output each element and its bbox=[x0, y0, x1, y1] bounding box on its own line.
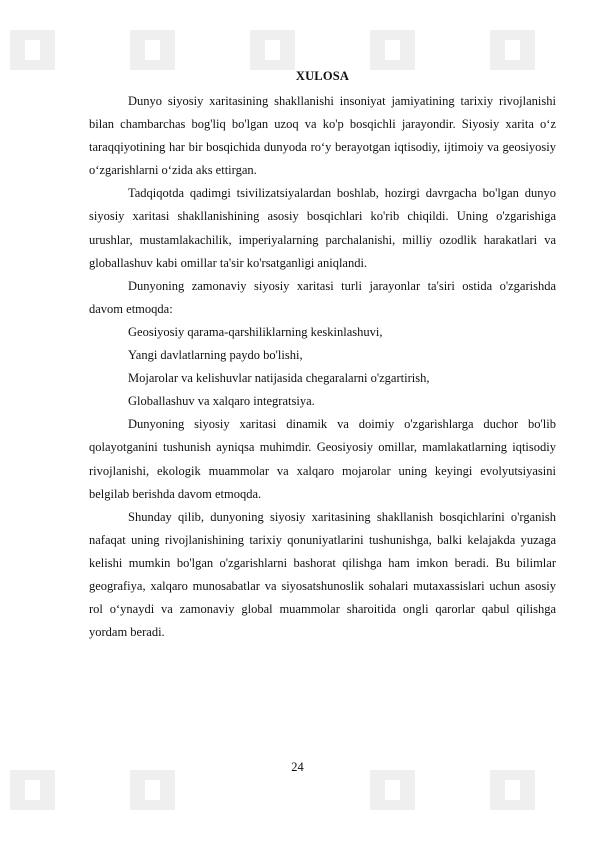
list-item: Globallashuv va xalqaro integratsiya. bbox=[128, 394, 315, 409]
paragraph-5: Shunday qilib, dunyoning siyosiy xaritasining shakllanish bosqichlarini o'rganish nafaqat uning rivojlanishining tarixiy qonuniyatlarini tushunishga, balki kelajakda yuzaga kelishi mumkin bo'lgan o'zgarishlarni bashorat qilishga ham imkon beradi. Bu bilimlar geografiya, xalqaro munosabatlar va siyosatshunoslik sohalari mutaxassislari uchun asosiy rol o‘ynaydi va zamonaviy global muammolar sharoitida ongli qarorlar qabul qilishga yordam beradi. bbox=[89, 509, 556, 640]
paragraph-2: Tadqiqotda qadimgi tsivilizatsiyalardan boshlab, hozirgi davrgacha bo'lgan dunyo siyosiy xaritasi shakllanishining asosiy bosqichlari ko'rib chiqildi. Uning o'zgarishiga urushlar, mustamlakachilik, imperiyalarning parchalanishi, milliy ozodlik harakatlari va globallashuv kabi omillar ta'sir ko'rsatganligi aniqlandi. bbox=[89, 186, 556, 270]
list-item: Yangi davlatlarning paydo bo'lishi, bbox=[128, 348, 303, 363]
paragraph-3: Dunyoning zamonaviy siyosiy xaritasi turli jarayonlar ta'siri ostida o'zgarishda davom etmoqda: bbox=[89, 278, 556, 316]
document-title: XULOSA bbox=[295, 69, 350, 83]
page-number: 24 bbox=[291, 760, 304, 774]
document-body bbox=[89, 66, 556, 644]
list-item: Mojarolar va kelishuvlar natijasida chegaralarni o'zgartirish, bbox=[128, 371, 430, 386]
paragraph-4: Dunyoning siyosiy xaritasi dinamik va doimiy o'zgarishlarga duchor bo'lib qolayotganini tushunish ayniqsa muhimdir. Geosiyosiy omillar, mamlakatlarning iqtisodiy rivojlanishi, ekologik muammolar va xalqaro mojarolar uning keyingi evolyutsiyasini belgilab berishda davom etmoqda. bbox=[89, 417, 556, 501]
paragraph-1: Dunyo siyosiy xaritasining shakllanishi insoniyat jamiyatining tarixiy rivojlanishi bilan chambarchas bog'liq bo'lgan uzoq va ko'p bosqichli jarayondir. Siyosiy xarita o‘z taraqqiyotining har bir bosqichida dunyoda ro‘y berayotgan iqtisodiy, ijtimoiy va geosiyosiy o‘zgarishlarni o‘zida aks ettirgan. bbox=[89, 94, 556, 178]
list-item: Geosiyosiy qarama-qarshiliklarning keskinlashuvi, bbox=[128, 324, 383, 339]
